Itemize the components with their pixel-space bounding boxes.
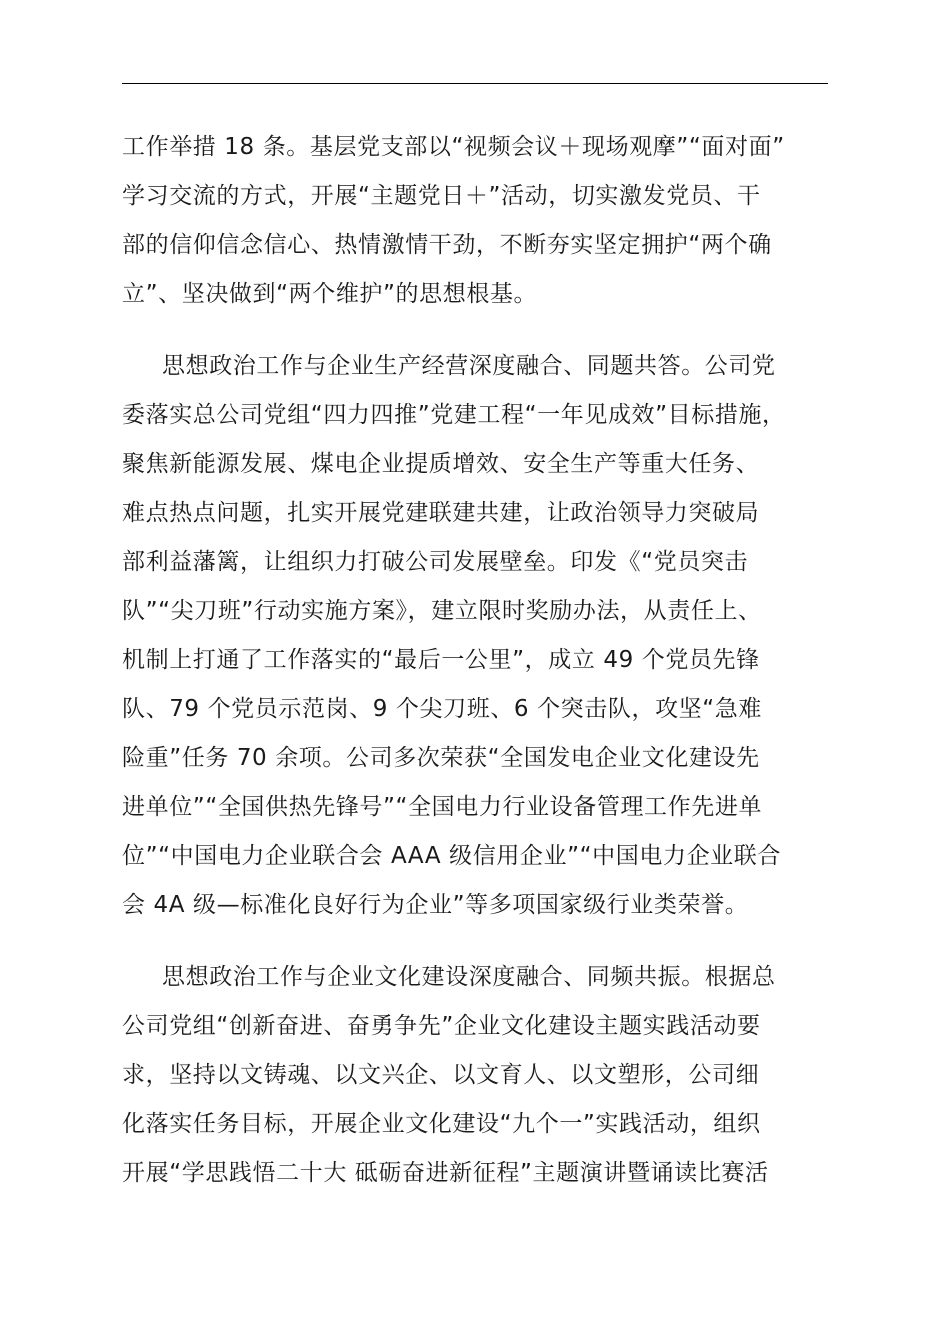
text-line: 难点热点问题，扎实开展党建联建共建，让政治领导力突破局 [122, 500, 760, 526]
text-line: 进单位”“全国供热先锋号”“全国电力行业设备管理工作先进单 [122, 794, 763, 820]
text-line: 险重”任务 70 余项。公司多次荣获“全国发电企业文化建设先 [122, 745, 760, 771]
text-line: 聚焦新能源发展、煤电企业提质增效、安全生产等重大任务、 [122, 451, 760, 477]
header-rule [122, 83, 828, 84]
text-line: 公司党组“创新奋进、奋勇争先”企业文化建设主题实践活动要 [122, 1013, 761, 1039]
paragraph-gap [122, 319, 842, 342]
text-line: 会 4A 级—标准化良好行为企业”等多项国家级行业类荣誉。 [122, 892, 749, 918]
paragraph-gap [122, 930, 842, 953]
text-line: 队”“尖刀班”行动实施方案》，建立限时奖励办法，从责任上、 [122, 598, 762, 624]
paragraph-3 [122, 953, 842, 1198]
text-line: 求，坚持以文铸魂、以文兴企、以文育人、以文塑形，公司细 [122, 1062, 760, 1088]
text-line: 机制上打通了工作落实的“最后一公里”，成立 49 个党员先锋 [122, 647, 760, 673]
text-line: 思想政治工作与企业文化建设深度融合、同频共振。根据总 [162, 964, 776, 990]
text-line: 队、79 个党员示范岗、9 个尖刀班、6 个突击队，攻坚“急难 [122, 696, 762, 722]
document-body [122, 123, 842, 1198]
text-line: 部利益藩篱，让组织力打破公司发展壁垒。印发《“党员突击 [122, 549, 749, 575]
text-line: 学习交流的方式，开展“主题党日＋”活动，切实激发党员、干 [122, 183, 761, 209]
text-line: 工作举措 18 条。基层党支部以“视频会议＋现场观摩”“面对面” [122, 134, 785, 160]
paragraph-2 [122, 342, 842, 930]
text-line: 立”、坚决做到“两个维护”的思想根基。 [122, 281, 538, 307]
text-line: 化落实任务目标，开展企业文化建设“九个一”实践活动，组织 [122, 1111, 761, 1137]
text-line: 部的信仰信念信心、热情激情干劲，不断夯实坚定拥护“两个确 [122, 232, 772, 258]
text-line: 开展“学思践悟二十大 砥砺奋进新征程”主题演讲暨诵读比赛活 [122, 1160, 769, 1186]
paragraph-1 [122, 123, 842, 319]
text-line: 委落实总公司党组“四力四推”党建工程“一年见成效”目标措施， [122, 402, 786, 428]
text-line: 思想政治工作与企业生产经营深度融合、同题共答。公司党 [162, 353, 776, 379]
text-line: 位”“中国电力企业联合会 AAA 级信用企业”“中国电力企业联合 [122, 843, 781, 869]
